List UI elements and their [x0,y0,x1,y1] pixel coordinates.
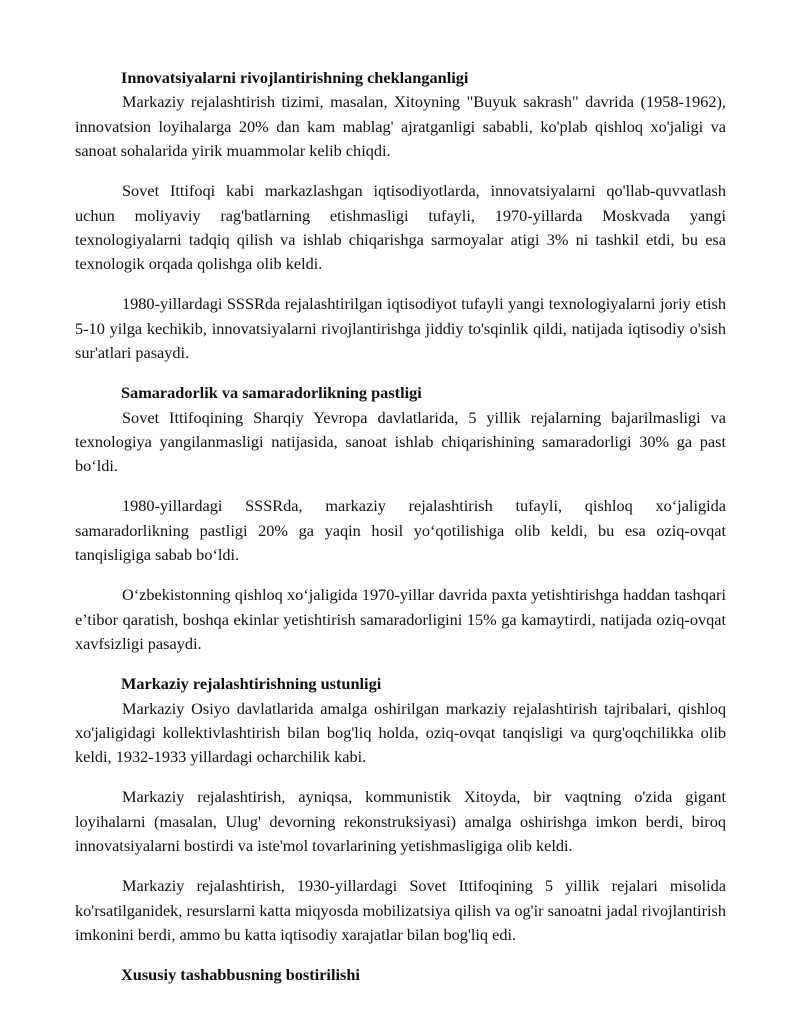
paragraph: Markaziy rejalashtirish tizimi, masalan, Xitoyning "Buyuk sakrash" davrida (1958-1962), innovatsion loyihalarga 20% dan kam mablag' ajratganligi sababli, ko'plab qishloq xo'jaligi va sanoat sohalarida yirik muammolar kelib chiqdi. [75,92,726,161]
paragraph: 1980-yillardagi SSSRda, markaziy rejalashtirish tufayli, qishloq xo‘jaligida samaradorlikning pastligi 20% ga yaqin hosil yo‘qotilishiga olib keldi, bu esa oziq-ovqat tanqisligiga sabab bo‘ldi. [75,496,726,565]
paragraph: Sovet Ittifoqining Sharqiy Yevropa davlatlarida, 5 yillik rejalarning bajarilmasligi va texnologiya yangilanmasligi natijasida, sanoat ishlab chiqarishining samaradorligi 30% ga past bo‘ldi. [75,407,726,476]
paragraph: Markaziy rejalashtirish, ayniqsa, kommunistik Xitoyda, bir vaqtning o'zida gigant loyihalarni (masalan, Ulug' devorning rekonstruksiyasi) amalga oshirishga imkon berdi, biroq innovatsiyalarni bostirdi va iste'mol tovarlarining yetishmasligiga olib keldi. [75,787,726,856]
document-body [75,66,726,987]
section-heading: Xususiy tashabbusning bostirilishi [121,964,360,984]
section-heading: Samaradorlik va samaradorlikning pastligi [121,383,422,403]
paragraph: O‘zbekistonning qishloq xo‘jaligida 1970-yillar davrida paxta yetishtirishga haddan tashqari e’tibor qaratish, boshqa ekinlar yetishtirish samaradorligini 15% ga kamaytirdi, natijada oziq-ovqat xavfsizligi pasaydi. [75,585,726,654]
section-heading: Markaziy rejalashtirishning ustunligi [121,674,382,694]
paragraph: Markaziy Osiyo davlatlarida amalga oshirilgan markaziy rejalashtirish tajribalari, qishloq xo'jaligidagi kollektivlashtirish bilan bog'liq holda, oziq-ovqat tanqisligi va qurg'oqchilikka olib keldi, 1932-1933 yillardagi ocharchilik kabi. [75,698,726,767]
paragraph: Markaziy rejalashtirish, 1930-yillardagi Sovet Ittifoqining 5 yillik rejalari misolida ko'rsatilganidek, resurslarni katta miqyosda mobilizatsiya qilish va og'ir sanoatni jadal rivojlantirish imkonini berdi, ammo bu katta iqtisodiy xarajatlar bilan bog'liq edi. [75,876,726,944]
section-heading: Innovatsiyalarni rivojlantirishning cheklanganligi [121,68,469,87]
paragraph: 1980-yillardagi SSSRda rejalashtirilgan iqtisodiyot tufayli yangi texnologiyalarni joriy etish 5-10 yilga kechikib, innovatsiyalarni rivojlantirishga jiddiy to'sqinlik qildi, natijada iqtisodiy o'sish sur'atlari pasaydi. [75,294,726,363]
paragraph: Sovet Ittifoqi kabi markazlashgan iqtisodiyotlarda, innovatsiyalarni qo'llab-quvvatlash uchun moliyaviy rag'batlarning etishmasligi tufayli, 1970-yillarda Moskvada yangi texnologiyalarni tadqiq qilish va ishlab chiqarishga sarmoyalar atigi 3% ni tashkil etdi, bu esa texnologik orqada qolishga olib keldi. [75,181,726,274]
